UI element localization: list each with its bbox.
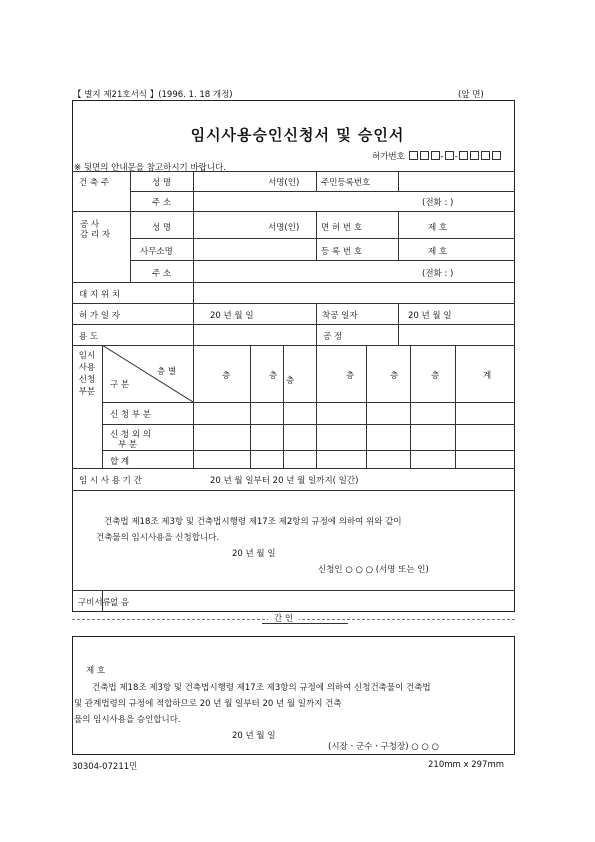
supervisor-phone[interactable]: (전화 : ) [422,269,454,279]
col-divider [283,345,284,468]
floor-column-header: 층 [222,371,231,381]
non-applied-part-label-1: 신 청 외 의 [110,430,151,440]
sum-row-label: 합 계 [110,457,130,467]
col-divider [316,171,317,191]
start-date-value[interactable]: 20 년 월 일 [408,311,452,321]
digit-box[interactable] [420,151,429,160]
usage-part-side-label [74,350,100,398]
floor-column-header: 층 [269,371,278,381]
process-label: 공 정 [323,332,343,342]
site-location-label: 대 지 위 치 [79,290,120,300]
col-divider [398,303,399,345]
use-label: 용 도 [79,332,99,342]
row-divider [72,282,515,283]
non-applied-part-label-2: 부 분 [118,440,138,450]
col-divider [455,345,456,468]
required-docs-label: 구비서류 [78,598,111,608]
form-number: 【 별지 제21호서식 】(1996. 1. 18 개정) [73,90,233,100]
col-divider [130,211,131,282]
row-divider [72,468,515,469]
approval-date[interactable]: 20 년 월 일 [232,731,276,741]
row-divider [130,191,515,192]
usage-period-value[interactable]: 20 년 월 일부터 20 년 월 일까지( 일간) [210,476,359,486]
owner-name-label: 성 명 [152,178,172,188]
col-divider [193,171,194,468]
row-divider [102,402,515,403]
col-divider [316,303,317,345]
row-divider [102,424,515,425]
supervisor-name-label: 성 명 [152,223,172,233]
supervisor-address-label: 주 소 [152,269,172,279]
digit-box[interactable] [431,151,440,160]
approval-line-3: 물의 임시사용을 승인합니다. [74,715,181,725]
floor-column-header: 층 [346,371,355,381]
applied-part-label: 신 청 부 분 [110,410,151,420]
side-label-line: 신청 [78,375,96,385]
permit-date-label: 허 가 일 자 [79,311,120,321]
row-divider [72,490,515,491]
applicant-signature[interactable]: 신청인 ○ ○ ○ (서명 또는 인) [318,565,429,575]
registration-number-value[interactable]: 제 호 [428,247,448,257]
license-number-value[interactable]: 제 호 [428,223,448,233]
approval-frame [72,636,515,755]
owner-phone[interactable]: (전화 : ) [422,198,454,208]
owner-rrn-label: 주민등록번호 [321,178,371,188]
page-side-label: (앞 면) [458,90,484,100]
digit-box[interactable] [409,151,418,160]
usage-period-label: 임 시 사 용 기 간 [79,476,142,486]
approval-line-1: 건축법 제18조 제3항 및 건축법시행령 제17조 제3항의 규정에 의하여 신청건축물이 건축법 [92,683,431,693]
row-divider [72,590,515,591]
owner-address-label: 주 소 [152,198,172,208]
category-header-label: 구 분 [110,380,130,390]
col-divider [250,345,251,468]
cut-seal-label: 간 인 [268,612,299,624]
row-divider [130,238,515,239]
col-divider [398,211,399,260]
office-name-label: 사무소명 [140,247,173,257]
license-number-label: 면 허 번 호 [321,223,362,233]
supervisor-signature[interactable]: 서명(인) [268,223,300,233]
separator: - [440,152,444,162]
permit-number [372,150,502,162]
floor-header-label: 층 별 [157,367,177,377]
row-divider [72,303,515,304]
digit-box[interactable] [445,151,454,160]
cut-seal-underline [262,623,348,624]
digit-box[interactable] [481,151,490,160]
col-divider [316,211,317,260]
side-label-line: 부분 [78,387,96,397]
approval-issuer: (시장ㆍ군수ㆍ구청장) ○ ○ ○ [328,742,439,752]
digit-box[interactable] [492,151,501,160]
col-divider [398,171,399,191]
row-divider [72,211,515,212]
separator: - [454,152,458,162]
header-diagonal [102,345,193,402]
digit-box[interactable] [459,151,468,160]
permit-date-value[interactable]: 20 년 월 일 [210,311,254,321]
approval-line-2: 및 관계법령의 규정에 적합하므로 20 년 월 일부터 20 년 월 일까지 건축 [74,699,342,709]
owner-label: 건 축 주 [79,178,110,188]
row-divider [130,260,515,261]
paper-size: 210mm x 297mm [428,760,505,770]
owner-signature[interactable]: 서명(인) [268,178,300,188]
digit-box[interactable] [470,151,479,160]
floor-column-header: 층 [286,376,295,386]
total-column-header: 계 [483,371,492,381]
col-divider [366,345,367,468]
required-docs-value: 없 음 [110,598,130,608]
col-divider [130,171,131,211]
approval-number[interactable]: 제 호 [86,666,106,676]
form-title: 임시사용승인신청서 및 승인서 [190,126,405,144]
col-divider [316,345,317,468]
floor-column-header: 층 [431,371,440,381]
floor-column-header: 층 [390,371,399,381]
guidance-note: ※ 뒷면의 안내문을 참고하시기 바랍니다. [74,163,227,173]
statement-line-2: 건축물의 임시사용을 신청합니다. [96,533,220,543]
statement-line-1: 건축법 제18조 제3항 및 건축법시행령 제17조 제2항의 규정에 의하여 위와 같이 [104,517,402,527]
supervisor-label-top: 공 사 [80,220,100,230]
row-divider [102,450,515,451]
registration-number-label: 등 록 번 호 [321,247,362,257]
form-code: 30304-07211민 [72,762,138,772]
row-divider [72,171,515,172]
statement-date[interactable]: 20 년 월 일 [232,549,276,559]
supervisor-label-bottom: 감 리 자 [80,230,111,240]
side-label-line: 사용 [78,363,96,373]
col-divider [410,345,411,468]
start-date-label: 착공 일자 [322,311,358,321]
permit-number-label: 허가번호 [372,152,405,162]
row-divider [72,324,515,325]
side-label-line: 임시 [78,351,96,361]
